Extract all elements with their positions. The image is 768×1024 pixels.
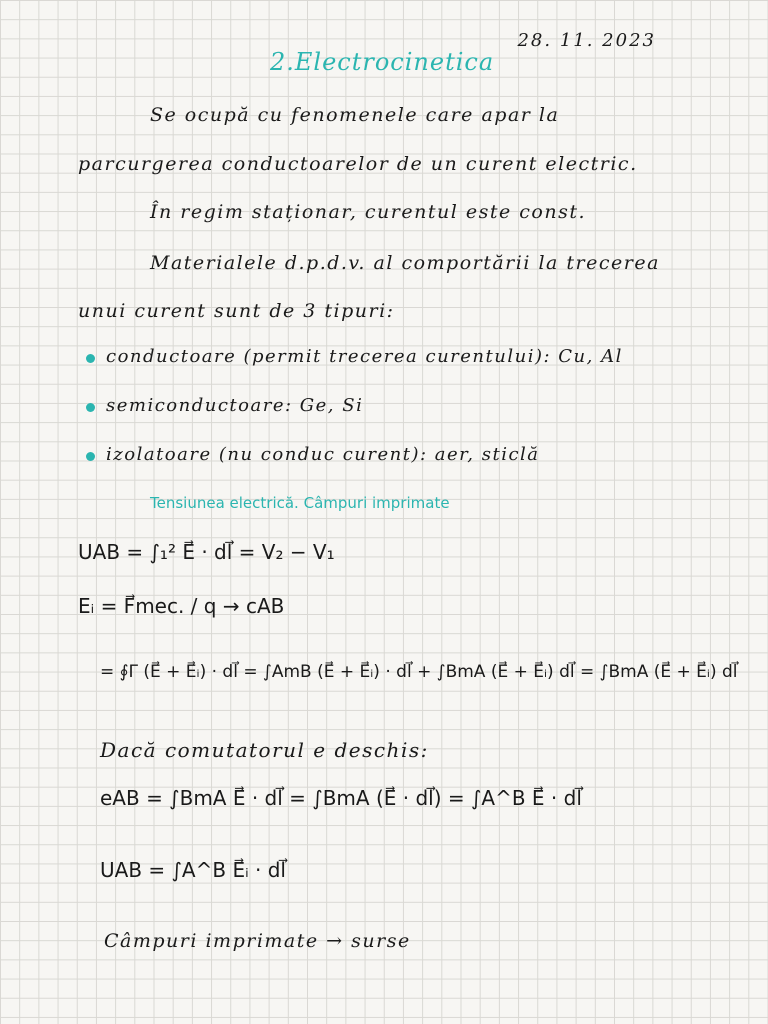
bullet-conductors: conductoare (permit trecerea curentului): Cu, Al [106, 346, 623, 367]
imprinted-fields-line: Câmpuri imprimate → surse [104, 930, 411, 952]
date-label: 28. 11. 2023 [517, 30, 656, 51]
bullet-insulators: izolatoare (nu conduc curent): aer, sticlă [106, 444, 540, 465]
materials-line-2: unui curent sunt de 3 tipuri: [78, 300, 395, 322]
bullet-dot-icon [86, 354, 95, 363]
page-title: 2.Electrocinetica [270, 48, 495, 76]
equation-loop: = ∮Γ (E⃗ + E⃗ᵢ) · dl⃗ = ∫AmB (E⃗ + E⃗ᵢ) · dl⃗ + ∫BmA (E⃗ + E⃗ᵢ) dl⃗ = ∫BmA (E⃗ + E⃗ᵢ) dl⃗ [100, 662, 738, 682]
bullet-semiconductors: semiconductoare: Ge, Si [106, 395, 364, 416]
stationary-line: În regim staționar, curentul este const. [150, 201, 586, 223]
materials-line-1: Materialele d.p.d.v. al comportării la trecerea [150, 252, 660, 274]
equation-uab: UAB = ∫₁² E⃗ · dl⃗ = V₂ − V₁ [78, 540, 335, 564]
intro-line-1: Se ocupă cu fenomenele care apar la [150, 104, 560, 126]
equation-uab-imprinted: UAB = ∫A^B E⃗ᵢ · dl⃗ [100, 858, 286, 882]
bullet-dot-icon [86, 403, 95, 412]
section-heading: Tensiunea electrică. Câmpuri imprimate [150, 494, 450, 512]
intro-line-2: parcurgerea conductoarelor de un curent electric. [78, 153, 638, 175]
bullet-dot-icon [86, 452, 95, 461]
switch-open-line: Dacă comutatorul e deschis: [100, 738, 429, 762]
equation-eab: eAB = ∫BmA E⃗ · dl⃗ = ∫BmA (E⃗ · dl⃗) = ∫A^B E⃗ · dl⃗ [100, 786, 582, 810]
equation-ei: Eᵢ = F⃗mec. / q → cAB [78, 594, 285, 618]
